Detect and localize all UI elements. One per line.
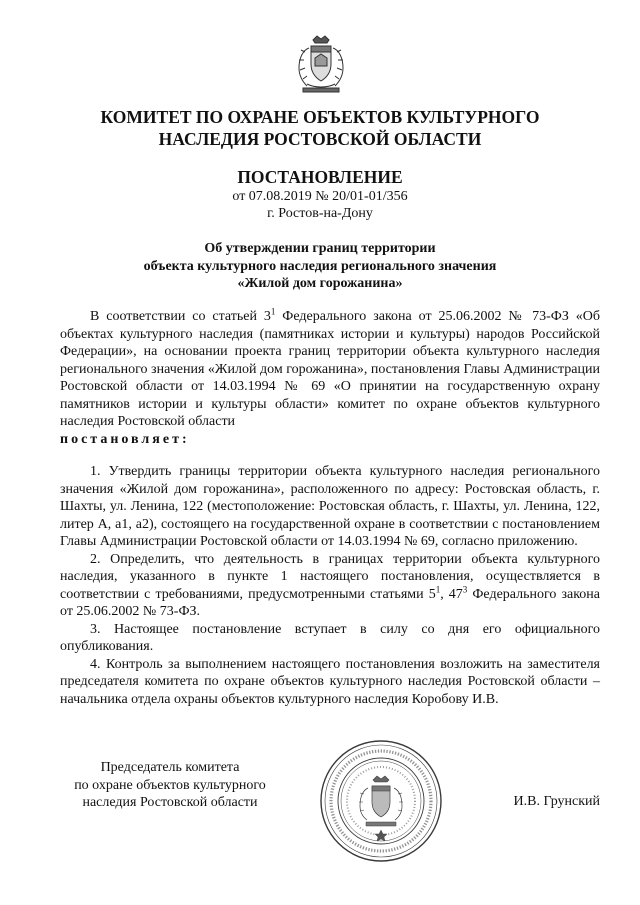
coat-of-arms-icon — [293, 34, 349, 96]
signatory-name: И.В. Грунский — [513, 794, 600, 809]
org-line-1: КОМИТЕТ ПО ОХРАНЕ ОБЪЕКТОВ КУЛЬТУРНОГО — [100, 107, 540, 127]
item-2-sup-1: 1 — [435, 583, 441, 594]
resolves-paragraph — [60, 431, 600, 449]
item-2-sup-2: 3 — [462, 583, 468, 594]
item-2-text-b: , 47 — [440, 586, 463, 602]
official-seal-icon — [318, 738, 444, 864]
signatory-position — [60, 759, 280, 812]
signatory-position-line-3: наследия Ростовской области — [82, 795, 258, 810]
item-3: 3. Настоящее постановление вступает в силу со дня его официального опубликования. — [60, 621, 600, 654]
document-type: ПОСТАНОВЛЕНИЕ — [237, 167, 403, 187]
preamble-text-a: В соответствии со статьей 3 — [90, 309, 271, 324]
signatory-position-line-1: Председатель комитета — [100, 760, 240, 775]
item-2 — [60, 551, 600, 621]
document-date-number: от 07.08.2019 № 20/01-01/356 — [232, 189, 408, 204]
preamble-superscript: 1 — [270, 306, 276, 317]
subject-line-2: объекта культурного наследия регионального значения — [143, 258, 497, 274]
subject-line-3: «Жилой дом горожанина» — [237, 276, 403, 291]
item-4: 4. Контроль за выполнением настоящего постановления возложить на заместителя председателя комитета по охране объектов культурного наследия Ростовской области – начальника отдела охраны объектов культурного наследия Коробову И.В. — [60, 656, 600, 707]
document-city: г. Ростов-на-Дону — [267, 206, 373, 221]
resolves-word: постановляет: — [60, 431, 190, 447]
item-1: 1. Утвердить границы территории объекта культурного наследия регионального значения «Жилой дом горожанина», расположенного по адресу: Ростовская область, г. Шахты, ул. Ленина, 122 (местоположение: Ростовская область, г. Шахты, ул. Ленина, 122, литер А, а1, а2), состоящего на государственной охране в соответствии с постановлением Главы Администрации Ростовской области от 14.03.1994 № 69, согласно приложению. — [60, 464, 600, 549]
org-line-2: НАСЛЕДИЯ РОСТОВСКОЙ ОБЛАСТИ — [158, 129, 482, 149]
signatory-position-line-2: по охране объектов культурного — [74, 777, 266, 793]
resolution-items — [60, 463, 600, 708]
subject-line-1: Об утверждении границ территории — [204, 241, 436, 256]
preamble-paragraph — [60, 308, 600, 431]
document-subject — [90, 240, 550, 293]
item-2-text-c: Федерального закона от 25.06.2002 № 73-ФЗ. — [60, 586, 601, 619]
item-2-text-a: 2. Определить, что деятельность в границах территории объекта культурного наследия, указанного в пункте 1 настоящего постановления, осуществляется в соответствии с требованиями, предусмотренными статьями 5 — [60, 551, 600, 602]
organization-name — [60, 106, 580, 150]
preamble-text-b: Федерального закона от 25.06.2002 № 73-ФЗ «Об объектах культурного наследия (памятниках истории и культуры) народов Российской Федерации», на основании проекта границ территории объекта культурного наследия регионального значения «Жилой дом горожанина», постановления Главы Администрации Ростовской области от 14.03.1994 № 69 «О принятии на государственную охрану памятников истории и культуры области» комитет по охране объектов культурного наследия Ростовской области — [60, 309, 600, 429]
preamble — [60, 308, 600, 448]
